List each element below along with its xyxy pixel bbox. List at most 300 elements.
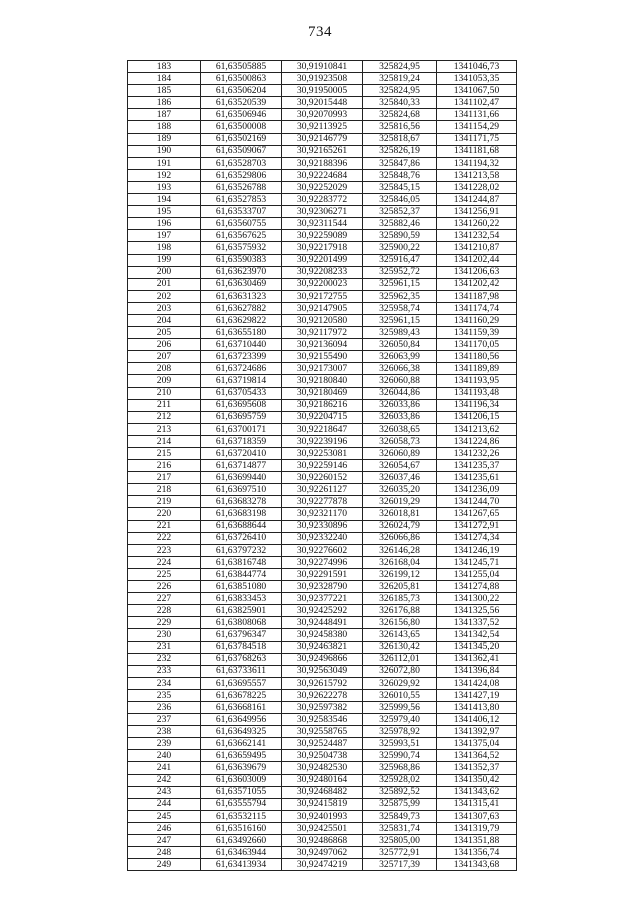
coord-y-projected-cell: 1341202,42 bbox=[437, 278, 517, 290]
coord-y-cell: 30,92425292 bbox=[282, 605, 363, 617]
point-number-cell: 208 bbox=[128, 363, 201, 375]
coord-y-projected-cell: 1341267,65 bbox=[437, 508, 517, 520]
coord-x-projected-cell: 325979,40 bbox=[363, 714, 437, 726]
coord-x-projected-cell: 325840,33 bbox=[363, 97, 437, 109]
table-row bbox=[128, 73, 517, 85]
point-number-cell: 212 bbox=[128, 411, 201, 423]
point-number-cell: 214 bbox=[128, 435, 201, 447]
point-number-cell: 244 bbox=[128, 798, 201, 810]
coord-y-projected-cell: 1341424,08 bbox=[437, 677, 517, 689]
point-number-cell: 209 bbox=[128, 375, 201, 387]
coord-x-cell: 61,63631323 bbox=[201, 290, 282, 302]
coord-y-projected-cell: 1341325,56 bbox=[437, 605, 517, 617]
coord-x-cell: 61,63655180 bbox=[201, 327, 282, 339]
point-number-cell: 223 bbox=[128, 544, 201, 556]
table-row bbox=[128, 701, 517, 713]
coord-y-projected-cell: 1341210,87 bbox=[437, 242, 517, 254]
coord-x-cell: 61,63532115 bbox=[201, 810, 282, 822]
table-row bbox=[128, 568, 517, 580]
coord-y-cell: 30,92252029 bbox=[282, 181, 363, 193]
coord-x-projected-cell: 325999,56 bbox=[363, 701, 437, 713]
table-row bbox=[128, 677, 517, 689]
coord-y-cell: 30,92480164 bbox=[282, 774, 363, 786]
table-row bbox=[128, 448, 517, 460]
coord-x-cell: 61,63724686 bbox=[201, 363, 282, 375]
point-number-cell: 193 bbox=[128, 181, 201, 193]
coord-x-cell: 61,63683198 bbox=[201, 508, 282, 520]
coord-y-cell: 30,92172755 bbox=[282, 290, 363, 302]
coord-y-projected-cell: 1341232,54 bbox=[437, 230, 517, 242]
coord-y-projected-cell: 1341213,62 bbox=[437, 423, 517, 435]
coord-y-projected-cell: 1341413,80 bbox=[437, 701, 517, 713]
coord-x-cell: 61,63797232 bbox=[201, 544, 282, 556]
point-number-cell: 229 bbox=[128, 617, 201, 629]
coord-x-cell: 61,63784518 bbox=[201, 641, 282, 653]
coord-y-cell: 30,92415819 bbox=[282, 798, 363, 810]
coord-x-cell: 61,63463944 bbox=[201, 847, 282, 859]
coord-x-projected-cell: 326033,86 bbox=[363, 411, 437, 423]
coord-x-projected-cell: 325826,19 bbox=[363, 145, 437, 157]
coord-x-projected-cell: 326033,86 bbox=[363, 399, 437, 411]
table-row bbox=[128, 169, 517, 181]
coord-x-cell: 61,63533707 bbox=[201, 206, 282, 218]
coord-x-projected-cell: 325882,46 bbox=[363, 218, 437, 230]
point-number-cell: 215 bbox=[128, 448, 201, 460]
coord-y-cell: 30,91910841 bbox=[282, 61, 363, 73]
coord-y-cell: 30,92180469 bbox=[282, 387, 363, 399]
coord-y-projected-cell: 1341181,68 bbox=[437, 145, 517, 157]
table-row bbox=[128, 339, 517, 351]
coord-x-projected-cell: 326066,86 bbox=[363, 532, 437, 544]
point-number-cell: 200 bbox=[128, 266, 201, 278]
point-number-cell: 235 bbox=[128, 689, 201, 701]
table-row bbox=[128, 653, 517, 665]
table-row bbox=[128, 411, 517, 423]
coord-x-cell: 61,63662141 bbox=[201, 738, 282, 750]
coord-y-projected-cell: 1341131,66 bbox=[437, 109, 517, 121]
coord-y-cell: 30,92468482 bbox=[282, 786, 363, 798]
table-row bbox=[128, 314, 517, 326]
coord-y-projected-cell: 1341194,32 bbox=[437, 157, 517, 169]
coord-y-cell: 30,92311544 bbox=[282, 218, 363, 230]
point-number-cell: 222 bbox=[128, 532, 201, 544]
table-row bbox=[128, 738, 517, 750]
coord-x-cell: 61,63688644 bbox=[201, 520, 282, 532]
coord-x-projected-cell: 326038,65 bbox=[363, 423, 437, 435]
point-number-cell: 248 bbox=[128, 847, 201, 859]
table-row bbox=[128, 689, 517, 701]
coord-y-cell: 30,92113925 bbox=[282, 121, 363, 133]
coord-x-cell: 61,63825901 bbox=[201, 605, 282, 617]
coord-y-projected-cell: 1341343,62 bbox=[437, 786, 517, 798]
coord-x-cell: 61,63726410 bbox=[201, 532, 282, 544]
coord-x-cell: 61,63710440 bbox=[201, 339, 282, 351]
coord-y-cell: 30,92218647 bbox=[282, 423, 363, 435]
coord-y-cell: 30,92070993 bbox=[282, 109, 363, 121]
point-number-cell: 221 bbox=[128, 520, 201, 532]
coord-x-cell: 61,63733611 bbox=[201, 665, 282, 677]
coord-x-cell: 61,63505885 bbox=[201, 61, 282, 73]
table-row bbox=[128, 85, 517, 97]
point-number-cell: 242 bbox=[128, 774, 201, 786]
coord-x-projected-cell: 326058,73 bbox=[363, 435, 437, 447]
coord-x-cell: 61,63502169 bbox=[201, 133, 282, 145]
coord-y-projected-cell: 1341193,95 bbox=[437, 375, 517, 387]
table-row bbox=[128, 181, 517, 193]
coord-y-projected-cell: 1341255,04 bbox=[437, 568, 517, 580]
coord-y-projected-cell: 1341189,89 bbox=[437, 363, 517, 375]
coord-y-cell: 30,92180840 bbox=[282, 375, 363, 387]
point-number-cell: 224 bbox=[128, 556, 201, 568]
point-number-cell: 197 bbox=[128, 230, 201, 242]
coord-y-projected-cell: 1341171,75 bbox=[437, 133, 517, 145]
coord-y-cell: 30,92260152 bbox=[282, 472, 363, 484]
coord-x-projected-cell: 326050,84 bbox=[363, 339, 437, 351]
point-number-cell: 216 bbox=[128, 460, 201, 472]
coord-y-cell: 30,92259089 bbox=[282, 230, 363, 242]
coord-x-cell: 61,63603009 bbox=[201, 774, 282, 786]
coord-x-projected-cell: 325962,35 bbox=[363, 290, 437, 302]
coord-x-projected-cell: 325846,05 bbox=[363, 194, 437, 206]
coord-y-projected-cell: 1341260,22 bbox=[437, 218, 517, 230]
table-row bbox=[128, 508, 517, 520]
point-number-cell: 211 bbox=[128, 399, 201, 411]
coord-y-cell: 30,92583546 bbox=[282, 714, 363, 726]
point-number-cell: 239 bbox=[128, 738, 201, 750]
coord-y-cell: 30,92253081 bbox=[282, 448, 363, 460]
coord-y-cell: 30,92458380 bbox=[282, 629, 363, 641]
coord-x-cell: 61,63695759 bbox=[201, 411, 282, 423]
coord-x-projected-cell: 326060,89 bbox=[363, 448, 437, 460]
table-row bbox=[128, 665, 517, 677]
coord-y-projected-cell: 1341187,98 bbox=[437, 290, 517, 302]
coord-y-projected-cell: 1341343,68 bbox=[437, 859, 517, 871]
coord-y-projected-cell: 1341206,15 bbox=[437, 411, 517, 423]
table-row bbox=[128, 278, 517, 290]
table-row bbox=[128, 121, 517, 133]
table-row bbox=[128, 133, 517, 145]
coord-y-projected-cell: 1341067,50 bbox=[437, 85, 517, 97]
point-number-cell: 240 bbox=[128, 750, 201, 762]
coord-y-projected-cell: 1341274,88 bbox=[437, 581, 517, 593]
coord-x-cell: 61,63720410 bbox=[201, 448, 282, 460]
coord-y-cell: 30,92261127 bbox=[282, 484, 363, 496]
coord-x-cell: 61,63851080 bbox=[201, 581, 282, 593]
coord-y-projected-cell: 1341154,29 bbox=[437, 121, 517, 133]
coord-y-projected-cell: 1341256,91 bbox=[437, 206, 517, 218]
coord-x-projected-cell: 325772,91 bbox=[363, 847, 437, 859]
coord-y-cell: 30,92448491 bbox=[282, 617, 363, 629]
coord-x-cell: 61,63718359 bbox=[201, 435, 282, 447]
coord-x-projected-cell: 326035,20 bbox=[363, 484, 437, 496]
coord-x-cell: 61,63683278 bbox=[201, 496, 282, 508]
coord-y-projected-cell: 1341046,73 bbox=[437, 61, 517, 73]
coord-y-projected-cell: 1341224,86 bbox=[437, 435, 517, 447]
coord-y-cell: 30,92224684 bbox=[282, 169, 363, 181]
coord-y-projected-cell: 1341319,79 bbox=[437, 822, 517, 834]
coord-y-cell: 30,92117972 bbox=[282, 327, 363, 339]
table-row bbox=[128, 774, 517, 786]
point-number-cell: 247 bbox=[128, 835, 201, 847]
table-row bbox=[128, 581, 517, 593]
table-row bbox=[128, 157, 517, 169]
point-number-cell: 225 bbox=[128, 568, 201, 580]
coord-y-cell: 30,92486868 bbox=[282, 835, 363, 847]
coord-x-cell: 61,63668161 bbox=[201, 701, 282, 713]
coord-x-cell: 61,63723399 bbox=[201, 351, 282, 363]
point-number-cell: 226 bbox=[128, 581, 201, 593]
coord-y-projected-cell: 1341272,91 bbox=[437, 520, 517, 532]
point-number-cell: 184 bbox=[128, 73, 201, 85]
coord-x-projected-cell: 326176,88 bbox=[363, 605, 437, 617]
table-row bbox=[128, 242, 517, 254]
point-number-cell: 198 bbox=[128, 242, 201, 254]
table-row bbox=[128, 520, 517, 532]
table-row bbox=[128, 496, 517, 508]
coord-x-projected-cell: 326063,99 bbox=[363, 351, 437, 363]
coord-x-cell: 61,63520539 bbox=[201, 97, 282, 109]
coord-y-cell: 30,92401993 bbox=[282, 810, 363, 822]
coord-x-cell: 61,63567625 bbox=[201, 230, 282, 242]
coord-x-projected-cell: 325890,59 bbox=[363, 230, 437, 242]
point-number-cell: 233 bbox=[128, 665, 201, 677]
coord-x-projected-cell: 325978,92 bbox=[363, 726, 437, 738]
point-number-cell: 219 bbox=[128, 496, 201, 508]
coord-y-cell: 30,92120580 bbox=[282, 314, 363, 326]
coord-x-projected-cell: 325824,95 bbox=[363, 85, 437, 97]
coord-x-projected-cell: 325819,24 bbox=[363, 73, 437, 85]
coord-y-projected-cell: 1341245,71 bbox=[437, 556, 517, 568]
coord-y-projected-cell: 1341427,19 bbox=[437, 689, 517, 701]
coord-y-projected-cell: 1341196,34 bbox=[437, 399, 517, 411]
table-row bbox=[128, 254, 517, 266]
coord-x-cell: 61,63413934 bbox=[201, 859, 282, 871]
coord-x-projected-cell: 326112,01 bbox=[363, 653, 437, 665]
coord-x-projected-cell: 325928,02 bbox=[363, 774, 437, 786]
coord-x-projected-cell: 325805,00 bbox=[363, 835, 437, 847]
coord-x-projected-cell: 326130,42 bbox=[363, 641, 437, 653]
coord-x-cell: 61,63808068 bbox=[201, 617, 282, 629]
coord-y-projected-cell: 1341180,56 bbox=[437, 351, 517, 363]
table-row bbox=[128, 629, 517, 641]
point-number-cell: 205 bbox=[128, 327, 201, 339]
table-row bbox=[128, 230, 517, 242]
table-row bbox=[128, 617, 517, 629]
coord-x-cell: 61,63639679 bbox=[201, 762, 282, 774]
coord-x-projected-cell: 325990,74 bbox=[363, 750, 437, 762]
coord-y-cell: 30,92239196 bbox=[282, 435, 363, 447]
coord-x-cell: 61,63506204 bbox=[201, 85, 282, 97]
point-number-cell: 231 bbox=[128, 641, 201, 653]
coord-x-projected-cell: 325824,68 bbox=[363, 109, 437, 121]
table-row bbox=[128, 61, 517, 73]
coord-x-projected-cell: 325892,52 bbox=[363, 786, 437, 798]
coord-y-projected-cell: 1341315,41 bbox=[437, 798, 517, 810]
coord-y-projected-cell: 1341206,63 bbox=[437, 266, 517, 278]
coord-y-cell: 30,92463821 bbox=[282, 641, 363, 653]
coord-y-projected-cell: 1341236,09 bbox=[437, 484, 517, 496]
table-row bbox=[128, 194, 517, 206]
table-row bbox=[128, 363, 517, 375]
point-number-cell: 217 bbox=[128, 472, 201, 484]
coord-x-projected-cell: 326044,86 bbox=[363, 387, 437, 399]
table-row bbox=[128, 714, 517, 726]
table-row bbox=[128, 859, 517, 871]
table-row bbox=[128, 762, 517, 774]
coord-y-cell: 30,92276602 bbox=[282, 544, 363, 556]
table-row bbox=[128, 605, 517, 617]
table-row bbox=[128, 302, 517, 314]
point-number-cell: 236 bbox=[128, 701, 201, 713]
table-row bbox=[128, 423, 517, 435]
coord-x-cell: 61,63575932 bbox=[201, 242, 282, 254]
point-number-cell: 207 bbox=[128, 351, 201, 363]
table-row bbox=[128, 532, 517, 544]
point-number-cell: 234 bbox=[128, 677, 201, 689]
coord-x-projected-cell: 325845,15 bbox=[363, 181, 437, 193]
coord-y-projected-cell: 1341350,42 bbox=[437, 774, 517, 786]
coord-y-projected-cell: 1341202,44 bbox=[437, 254, 517, 266]
coord-y-projected-cell: 1341244,87 bbox=[437, 194, 517, 206]
coord-y-cell: 30,92283772 bbox=[282, 194, 363, 206]
coord-y-cell: 30,92147905 bbox=[282, 302, 363, 314]
coord-y-cell: 30,92217918 bbox=[282, 242, 363, 254]
coord-y-cell: 30,92173007 bbox=[282, 363, 363, 375]
coord-y-cell: 30,92497062 bbox=[282, 847, 363, 859]
coord-y-cell: 30,92524487 bbox=[282, 738, 363, 750]
coord-y-projected-cell: 1341300,22 bbox=[437, 593, 517, 605]
coord-x-projected-cell: 326205,81 bbox=[363, 581, 437, 593]
coord-y-projected-cell: 1341102,47 bbox=[437, 97, 517, 109]
coord-x-cell: 61,63527853 bbox=[201, 194, 282, 206]
coord-x-projected-cell: 326168,04 bbox=[363, 556, 437, 568]
coord-x-cell: 61,63649956 bbox=[201, 714, 282, 726]
point-number-cell: 190 bbox=[128, 145, 201, 157]
coord-x-cell: 61,63796347 bbox=[201, 629, 282, 641]
coord-x-projected-cell: 325958,74 bbox=[363, 302, 437, 314]
point-number-cell: 218 bbox=[128, 484, 201, 496]
coord-y-projected-cell: 1341159,39 bbox=[437, 327, 517, 339]
coordinates-table bbox=[127, 60, 517, 871]
coord-y-projected-cell: 1341392,97 bbox=[437, 726, 517, 738]
coord-x-projected-cell: 325717,39 bbox=[363, 859, 437, 871]
point-number-cell: 246 bbox=[128, 822, 201, 834]
coord-y-projected-cell: 1341193,48 bbox=[437, 387, 517, 399]
coord-y-cell: 30,91950005 bbox=[282, 85, 363, 97]
table-row bbox=[128, 484, 517, 496]
coord-x-projected-cell: 325961,15 bbox=[363, 278, 437, 290]
coord-x-cell: 61,63768263 bbox=[201, 653, 282, 665]
table-row bbox=[128, 641, 517, 653]
coord-x-projected-cell: 326072,80 bbox=[363, 665, 437, 677]
point-number-cell: 237 bbox=[128, 714, 201, 726]
coord-y-cell: 30,91923508 bbox=[282, 73, 363, 85]
coord-y-projected-cell: 1341232,26 bbox=[437, 448, 517, 460]
coord-x-cell: 61,63629822 bbox=[201, 314, 282, 326]
coord-x-cell: 61,63500008 bbox=[201, 121, 282, 133]
coord-x-cell: 61,63555794 bbox=[201, 798, 282, 810]
table-row bbox=[128, 435, 517, 447]
coord-y-cell: 30,92474219 bbox=[282, 859, 363, 871]
coord-y-projected-cell: 1341307,63 bbox=[437, 810, 517, 822]
coord-y-cell: 30,92165261 bbox=[282, 145, 363, 157]
coord-x-cell: 61,63526788 bbox=[201, 181, 282, 193]
coord-x-cell: 61,63529806 bbox=[201, 169, 282, 181]
coord-x-projected-cell: 325847,86 bbox=[363, 157, 437, 169]
table-row bbox=[128, 835, 517, 847]
page-number: 734 bbox=[308, 24, 332, 40]
coord-x-cell: 61,63700171 bbox=[201, 423, 282, 435]
table-row bbox=[128, 351, 517, 363]
point-number-cell: 204 bbox=[128, 314, 201, 326]
table-row bbox=[128, 109, 517, 121]
coord-x-cell: 61,63506946 bbox=[201, 109, 282, 121]
point-number-cell: 245 bbox=[128, 810, 201, 822]
coord-x-cell: 61,63500863 bbox=[201, 73, 282, 85]
coord-x-cell: 61,63590383 bbox=[201, 254, 282, 266]
point-number-cell: 243 bbox=[128, 786, 201, 798]
coord-x-cell: 61,63516160 bbox=[201, 822, 282, 834]
coordinates-table-body bbox=[128, 61, 517, 871]
coord-y-cell: 30,92496866 bbox=[282, 653, 363, 665]
table-row bbox=[128, 798, 517, 810]
coord-x-cell: 61,63623970 bbox=[201, 266, 282, 278]
table-row bbox=[128, 145, 517, 157]
coord-x-projected-cell: 326185,73 bbox=[363, 593, 437, 605]
coord-y-cell: 30,92186216 bbox=[282, 399, 363, 411]
coord-y-projected-cell: 1341406,12 bbox=[437, 714, 517, 726]
coord-x-projected-cell: 326066,38 bbox=[363, 363, 437, 375]
point-number-cell: 210 bbox=[128, 387, 201, 399]
coord-y-projected-cell: 1341342,54 bbox=[437, 629, 517, 641]
coord-x-projected-cell: 325849,73 bbox=[363, 810, 437, 822]
point-number-cell: 189 bbox=[128, 133, 201, 145]
coord-y-projected-cell: 1341362,41 bbox=[437, 653, 517, 665]
table-row bbox=[128, 218, 517, 230]
coord-y-projected-cell: 1341356,74 bbox=[437, 847, 517, 859]
coord-y-cell: 30,92321170 bbox=[282, 508, 363, 520]
coord-y-cell: 30,92208233 bbox=[282, 266, 363, 278]
coord-x-projected-cell: 325818,67 bbox=[363, 133, 437, 145]
coord-y-cell: 30,92291591 bbox=[282, 568, 363, 580]
coord-y-cell: 30,92563049 bbox=[282, 665, 363, 677]
coord-x-cell: 61,63719814 bbox=[201, 375, 282, 387]
coord-y-cell: 30,92274996 bbox=[282, 556, 363, 568]
coord-x-cell: 61,63509067 bbox=[201, 145, 282, 157]
coord-x-cell: 61,63571055 bbox=[201, 786, 282, 798]
point-number-cell: 206 bbox=[128, 339, 201, 351]
coord-x-cell: 61,63697510 bbox=[201, 484, 282, 496]
coord-y-cell: 30,92188396 bbox=[282, 157, 363, 169]
point-number-cell: 238 bbox=[128, 726, 201, 738]
coord-y-projected-cell: 1341174,74 bbox=[437, 302, 517, 314]
coord-x-projected-cell: 325993,51 bbox=[363, 738, 437, 750]
coord-x-projected-cell: 325875,99 bbox=[363, 798, 437, 810]
coord-y-cell: 30,92622278 bbox=[282, 689, 363, 701]
table-row bbox=[128, 544, 517, 556]
table-row bbox=[128, 399, 517, 411]
coord-y-projected-cell: 1341160,29 bbox=[437, 314, 517, 326]
coord-y-cell: 30,92306271 bbox=[282, 206, 363, 218]
coord-y-cell: 30,92332240 bbox=[282, 532, 363, 544]
point-number-cell: 186 bbox=[128, 97, 201, 109]
point-number-cell: 201 bbox=[128, 278, 201, 290]
point-number-cell: 203 bbox=[128, 302, 201, 314]
coord-x-projected-cell: 326024,79 bbox=[363, 520, 437, 532]
point-number-cell: 196 bbox=[128, 218, 201, 230]
coord-y-cell: 30,92015448 bbox=[282, 97, 363, 109]
coord-x-cell: 61,63678225 bbox=[201, 689, 282, 701]
